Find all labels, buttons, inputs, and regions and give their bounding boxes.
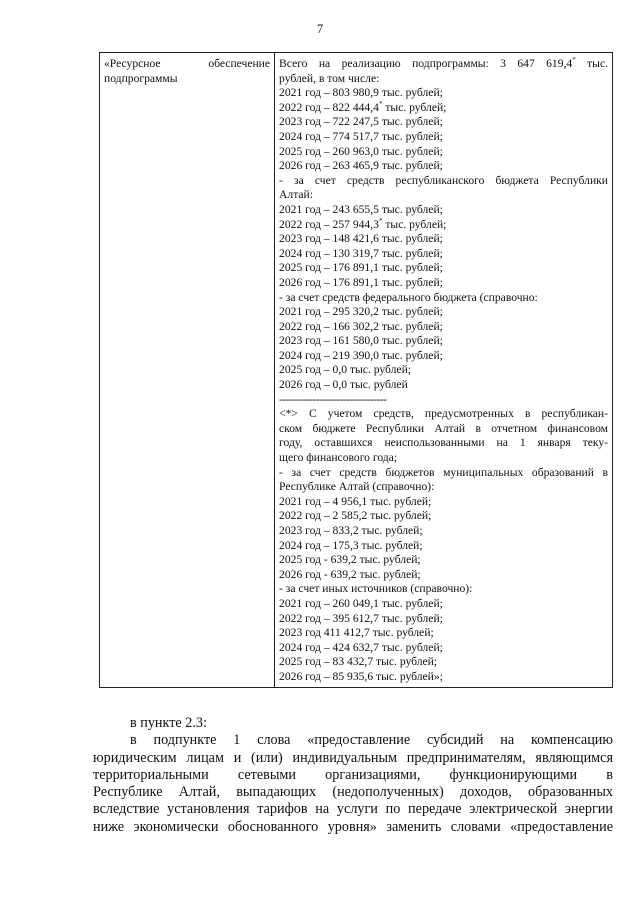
year-text: 2026 год – 263 465,9 тыс. рублей; bbox=[279, 159, 443, 173]
year-line bbox=[279, 86, 608, 101]
page-number: 7 bbox=[316, 22, 324, 36]
year-text: 2024 год – 424 632,7 тыс. рублей; bbox=[279, 640, 443, 654]
year-text: 2025 год – 0,0 тыс. рублей; bbox=[279, 363, 411, 377]
year-line bbox=[279, 524, 608, 539]
year-text: 2021 год – 260 049,1 тыс. рублей; bbox=[279, 596, 443, 610]
year-text: 2024 год – 219 390,0 тыс. рублей; bbox=[279, 348, 443, 362]
year-line bbox=[279, 247, 608, 262]
year-line bbox=[279, 334, 608, 349]
year-text: 2022 год – 822 444,4 bbox=[279, 100, 379, 114]
footnote bbox=[279, 407, 608, 465]
resource-table bbox=[99, 52, 613, 688]
other-years bbox=[279, 597, 608, 685]
year-text: 2025 год – 260 963,0 тыс. рублей; bbox=[279, 144, 443, 158]
year-line bbox=[279, 553, 608, 568]
federal-heading: - за счет средств федерального бюджета (справочно: bbox=[279, 290, 538, 304]
content-cell bbox=[275, 53, 613, 688]
footnote-line: щего финансового года; bbox=[279, 451, 398, 465]
paragraph-line: ниже экономически обоснованного уровня» заменить словами «предоставление bbox=[93, 818, 613, 835]
total-years bbox=[279, 86, 608, 174]
paragraph: в пункте 2.3: bbox=[130, 715, 207, 731]
footnote-mark: * bbox=[378, 99, 383, 108]
footnote-line: <*> С учетом средств, предусмотренных в республикан- bbox=[279, 407, 608, 421]
body-text bbox=[93, 715, 613, 836]
year-line bbox=[279, 495, 608, 510]
year-line bbox=[279, 130, 608, 145]
year-line bbox=[279, 261, 608, 276]
year-line bbox=[279, 349, 608, 364]
paragraph-line: юридическим лицам и (или) индивидуальным предпринимателям, являющимся bbox=[93, 749, 613, 766]
year-tail: тыс. рублей; bbox=[382, 100, 447, 114]
year-text: 2023 год – 722 247,5 тыс. рублей; bbox=[279, 115, 443, 129]
year-line bbox=[279, 203, 608, 218]
municipal-heading-2: Республике Алтай (справочно): bbox=[279, 480, 435, 494]
separator-line: -------------------------------- bbox=[279, 392, 387, 406]
year-line bbox=[279, 232, 608, 247]
year-line bbox=[279, 115, 608, 130]
year-line bbox=[279, 218, 608, 233]
year-line bbox=[279, 276, 608, 291]
year-text: 2025 год - 639,2 тыс. рублей; bbox=[279, 553, 421, 567]
paragraph-line: вследствие установления тарифов на услуги по передаче электрической энергии bbox=[93, 801, 613, 818]
year-line bbox=[279, 101, 608, 116]
republic-heading-2: Алтай: bbox=[279, 188, 313, 202]
other-heading: - за счет иных источников (справочно): bbox=[279, 582, 473, 596]
footnote-line: ском бюджете Республики Алтай в отчетном финансовом bbox=[279, 421, 608, 435]
year-text: 2026 год – 176 891,1 тыс. рублей; bbox=[279, 275, 443, 289]
footnote-mark: * bbox=[378, 216, 383, 225]
federal-years bbox=[279, 305, 608, 393]
year-text: 2023 год 411 412,7 тыс. рублей; bbox=[279, 626, 434, 640]
year-line bbox=[279, 145, 608, 160]
paragraph-line: Республике Алтай, выпадающих (недополученных) доходов, образованных bbox=[93, 784, 613, 801]
year-line bbox=[279, 670, 608, 685]
label-cell bbox=[100, 53, 275, 688]
year-line bbox=[279, 305, 608, 320]
municipal-years bbox=[279, 495, 608, 583]
year-text: 2023 год – 833,2 тыс. рублей; bbox=[279, 524, 423, 537]
municipal-heading: - за счет средств бюджетов муниципальных образований в bbox=[279, 465, 608, 479]
year-line bbox=[279, 378, 608, 393]
paragraph-line: территориальными сетевыми организациями, функционирующими в bbox=[93, 766, 613, 783]
year-line bbox=[279, 612, 608, 627]
year-text: 2023 год – 161 580,0 тыс. рублей; bbox=[279, 334, 443, 348]
row-label: «Ресурсное обеспечение подпрограммы bbox=[104, 57, 271, 85]
year-text: 2024 год – 175,3 тыс. рублей; bbox=[279, 538, 423, 552]
year-line bbox=[279, 159, 608, 174]
total-line-2: рублей, в том числе: bbox=[279, 71, 380, 85]
year-line bbox=[279, 509, 608, 524]
year-text: 2024 год – 774 517,7 тыс. рублей; bbox=[279, 129, 443, 143]
year-text: 2021 год – 295 320,2 тыс. рублей; bbox=[279, 305, 443, 319]
year-text: 2021 год – 803 980,9 тыс. рублей; bbox=[279, 86, 443, 100]
year-text: 2022 год – 395 612,7 тыс. рублей; bbox=[279, 611, 443, 625]
year-text: 2025 год – 176 891,1 тыс. рублей; bbox=[279, 261, 443, 275]
year-text: 2021 год – 4 956,1 тыс. рублей; bbox=[279, 494, 432, 508]
year-text: 2024 год – 130 319,7 тыс. рублей; bbox=[279, 246, 443, 260]
total-line: Всего на реализацию подпрограммы: 3 647 619,4* тыс. bbox=[279, 56, 608, 70]
year-text: 2026 год – 85 935,6 тыс. рублей»; bbox=[279, 669, 443, 683]
footnote-line: году, оставшихся неиспользованными на 1 января теку- bbox=[279, 436, 608, 450]
year-tail: тыс. рублей; bbox=[382, 217, 447, 231]
year-text: 2022 год – 257 944,3 bbox=[279, 217, 379, 231]
year-line bbox=[279, 655, 608, 670]
table-row bbox=[100, 53, 613, 688]
republic-heading: - за счет средств республиканского бюджета Республики bbox=[279, 173, 608, 187]
year-text: 2022 год – 166 302,2 тыс. рублей; bbox=[279, 319, 443, 333]
year-line bbox=[279, 539, 608, 554]
year-line bbox=[279, 641, 608, 656]
year-text: 2026 год - 639,2 тыс. рублей; bbox=[279, 567, 421, 581]
paragraph-line: в подпункте 1 слова «предоставление субсидий на компенсацию bbox=[130, 732, 613, 749]
year-line bbox=[279, 363, 608, 378]
year-line bbox=[279, 626, 608, 641]
year-text: 2023 год – 148 421,6 тыс. рублей; bbox=[279, 232, 443, 246]
year-text: 2025 год – 83 432,7 тыс. рублей; bbox=[279, 655, 438, 669]
republic-years bbox=[279, 203, 608, 291]
year-line bbox=[279, 320, 608, 335]
year-text: 2022 год – 2 585,2 тыс. рублей; bbox=[279, 509, 432, 523]
year-text: 2026 год – 0,0 тыс. рублей bbox=[279, 378, 408, 392]
year-line bbox=[279, 568, 608, 583]
year-line bbox=[279, 597, 608, 612]
year-text: 2021 год – 243 655,5 тыс. рублей; bbox=[279, 202, 443, 216]
